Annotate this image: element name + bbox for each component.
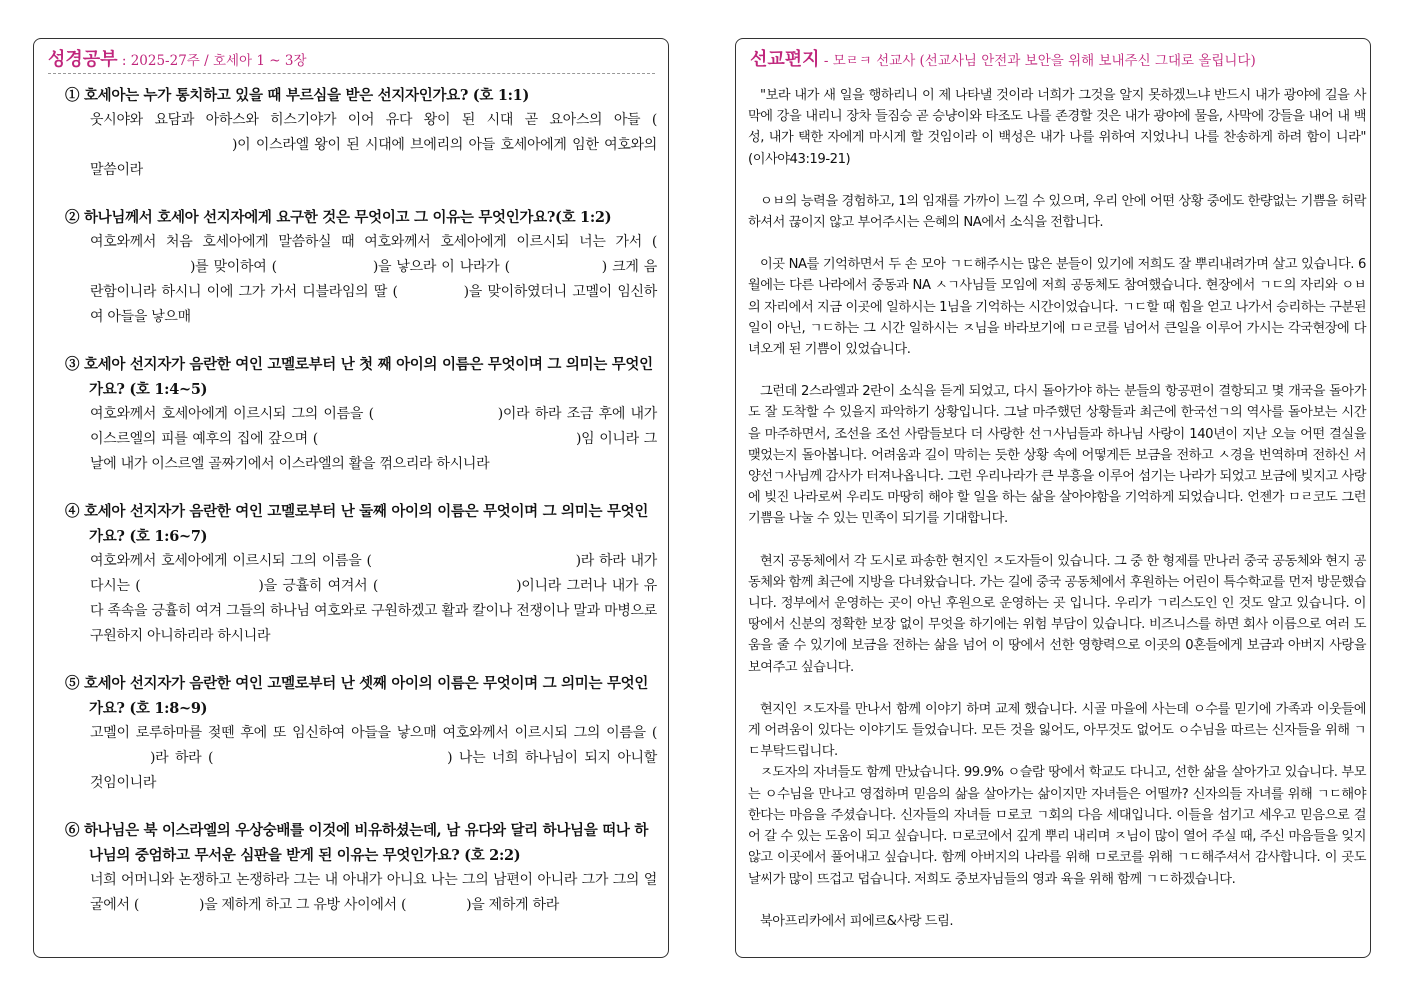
answer-text: 너희 어머니와 논쟁하고 논쟁하라 그는 내 아내가 아니요 나는 그의 남편이 아니라 그가 그의 얼굴에서 ( )을 제하게 하고 그 유방 사이에서 ( )을 제하게 하라: [90, 872, 657, 913]
question-text: ② 하나님께서 호세아 선지자에게 요구한 것은 무엇이고 그 이유는 무엇인가요?(호 1:2): [65, 209, 612, 226]
question-5: [65, 671, 657, 796]
mission-letter-title: 선교편지: [750, 49, 820, 70]
question-text: ⑤ 호세아 선지자가 음란한 여인 고멜로부터 난 셋째 아이의 이름은 무엇이며 그 의미는 무엇인가요? (호 1:8~9): [65, 675, 649, 717]
question-2: [65, 205, 657, 330]
letter-paragraph: "보라 내가 새 일을 행하리니 이 제 나타낼 것이라 너희가 그것을 알지 못하겠느냐 반드시 내가 광야에 길을 사막에 강을 내리니 장차 들짐승 곧 승냥이와 타조도 나를 존경할 것은 내가 광야에 물을, 사막에 강들을 내어 내 백 성, 내가 택한 자에게 마시게 할 것임이라 이 백성은 내가 나를 위하여 지었나니 나를 찬송하게 하려 함이 니라"(이사야43:19-21): [748, 88, 1366, 167]
mission-letter-panel: [735, 38, 1371, 958]
mission-letter-body: [748, 85, 1366, 953]
mission-letter-header: [750, 45, 1356, 73]
letter-paragraph: 현지 공동체에서 각 도시로 파송한 현지인 ㅈ도자들이 있습니다. 그 중 한 형제를 만나러 중국 공동체와 현지 공동체와 함께 최근에 지방을 다녀왔습니다. 가는 길에 중국 공동체에서 후원하는 어린이 특수학교를 먼저 방문했습니다. 정부에서 운영하는 곳이 아닌 후원으로 운영하는 곳 입니다. 우리가 ㄱ리스도인 인 것도 알고 있습니다. 이 땅에서 신분의 정확한 보장 없이 무엇을 하기에는 위험 부담이 있습니다. 비즈니스를 하면 회사 이름으로 여러 도움을 줄 수 있기에 보금을 전하는 삶을 넘어 이 땅에서 선한 영향력으로 이곳의 0혼들에게 보금과 아버지 사랑을 보여주고 싶습니다.: [748, 553, 1366, 675]
letter-paragraph: ㅇㅂ의 능력을 경험하고, 1의 임재를 가까이 느낄 수 있으며, 우리 안에 어떤 상황 중에도 한량없는 기쁨을 허락하셔서 끊이지 않고 부어주시는 은혜의 NA에서 소식을 전합니다.: [748, 193, 1366, 231]
letter-paragraph: 이곳 NA를 기억하면서 두 손 모아 ㄱㄷ해주시는 많은 분들이 있기에 저희도 잘 뿌리내려가며 살고 있습니다. 6월에는 다른 나라에서 중동과 NA ㅅㄱ사님들 모임에 저희 공동체도 참여했습니다. 현장에서 ㄱㄷ의 자리와 ㅇㅂ의 자리에서 지금 이곳에 일하시는 1님을 기억하는 시간이었습니다. ㄱㄷ할 때 힘을 얻고 나가서 승리하는 구분된 일이 아닌, ㄱㄷ하는 그 시간 일하시는 ㅈ님을 바라보기에 ㅁㄹ코를 넘어서 큰일을 이루어 가시는 각국현장에 다녀오게 된 기쁨이 있었습니다.: [748, 257, 1366, 358]
question-list: [65, 83, 657, 940]
mission-letter-subtitle: - 모ㄹㅋ 선교사 (선교사님 안전과 보안을 위해 보내주신 그대로 올립니다): [819, 53, 1256, 69]
bible-study-title: 성경공부: [48, 49, 118, 70]
question-text: ① 호세아는 누가 통치하고 있을 때 부르심을 받은 선지자인가요? (호 1:1): [65, 87, 530, 104]
answer-text: 웃시야와 요담과 아하스와 히스기야가 이어 유다 왕이 된 시대 곧 요아스의 아들 ()이 이스라엘 왕이 된 시대에 브에리의 아들 호세아에게 임한 여호와의 말씀이라: [90, 112, 657, 178]
bible-study-subtitle: : 2025-27주 / 호세아 1 ~ 3장: [117, 53, 307, 69]
question-text: ④ 호세아 선지자가 음란한 여인 고멜로부터 난 둘째 아이의 이름은 무엇이며 그 의미는 무엇인가요? (호 1:6~7): [65, 503, 649, 545]
bible-study-panel: [33, 38, 669, 958]
question-6: [65, 818, 657, 918]
letter-signature: 북아프리카에서 피에르&사랑 드림.: [760, 913, 954, 929]
answer-text: 여호와께서 호세아에게 이르시되 그의 이름을 ( )이라 하라 조금 후에 내가 이스르엘의 피를 예후의 집에 갚으며 ( )임 이니라 그 날에 내가 이스르엘 골짜기에서 이스라엘의 활을 꺾으리라 하시니라: [90, 406, 657, 472]
letter-paragraph: ㅈ도자의 자녀들도 함께 만났습니다. 99.9% ㅇ슬람 땅에서 학교도 다니고, 선한 삶을 살아가고 있습니다. 부모는 ㅇ수님을 만나고 영접하며 믿음의 삶을 살아가는 삶이지만 자녀들은 어떨까? 신자의들 자녀를 위해 ㄱㄷ해야 한다는 마음을 주셨습니다. 신자들의 자녀들 ㅁ로코 ㄱ회의 다음 세대입니다. 이들을 섬기고 세우고 믿음으로 걸어 갈 수 있는 도움이 되고 싶습니다. ㅁ로코에서 깊게 뿌리 내리며 ㅈ님이 많이 열어 주실 때, 주신 마음들을 잊지 않고 이곳에서 풀어내고 싶습니다. 함께 아버지의 나라를 위해 ㅁ로코를 위해 ㄱㄷ해주셔서 감사합니다. 이 곳도 날씨가 많이 뜨겁고 덥습니다. 저희도 중보자님들의 영과 육을 위해 함께 ㄱㄷ하겠습니다.: [748, 765, 1366, 887]
answer-text: 여호와께서 호세아에게 이르시되 그의 이름을 ( )라 하라 내가 다시는 ( )을 긍휼히 여겨서 ( )이니라 그러나 내가 유다 족속을 긍휼히 여겨 그들의 하나님 여호와로 구원하겠고 활과 칼이나 전쟁이나 말과 마병으로 구원하지 아니하리라 하시니라: [90, 553, 658, 644]
question-1: [65, 83, 657, 183]
answer-text: 고멜이 로루하마를 젖뗀 후에 또 임신하여 아들을 낳으매 여호와께서 이르시되 그의 이름을 ()라 하라 ( ) 나는 너희 하나님이 되지 아니할 것임이니라: [90, 725, 658, 791]
question-text: ⑥ 하나님은 북 이스라엘의 우상숭배를 이것에 비유하셨는데, 남 유다와 달리 하나님을 떠나 하나님의 중엄하고 무서운 심판을 받게 된 이유는 무엇인가요? (호 2:2): [65, 822, 649, 864]
question-3: [65, 352, 657, 477]
question-4: [65, 499, 657, 649]
bible-study-header: [48, 45, 655, 74]
letter-paragraph: 그런데 2스라엘과 2란이 소식을 듣게 되었고, 다시 돌아가야 하는 분들의 항공편이 결항되고 몇 개국을 돌아가도 잘 도착할 수 있을지 파악하기 상황입니다. 그날 마주했던 상황들과 최근에 한국선ㄱ의 역사를 돌아보는 시간을 마주하면서, 조선을 조선 사람들보다 더 사랑한 선ㄱ사님들과 하나님 사랑이 140년이 지난 오늘 어떤 결실을 맺었는지 돌아봅니다. 어려움과 길이 막히는 듯한 상황 속에 어떻게든 보금을 전하고 ㅅ경을 번역하며 전하신 서양선ㄱ사님께 감사가 터져나옵니다. 그런 우리나라가 큰 부흥을 이루어 섬기는 나라가 되었고 보금에 빚지고 사랑에 빚진 나라로써 우리도 마땅히 해야 할 일을 하는 삶을 살아야함을 기억하게 되었습니다. 언젠가 ㅁㄹ코도 그런 기쁨을 나눌 수 있는 민족이 되기를 기대합니다.: [748, 384, 1366, 527]
question-text: ③ 호세아 선지자가 음란한 여인 고멜로부터 난 첫 째 아이의 이름은 무엇이며 그 의미는 무엇인가요? (호 1:4~5): [65, 356, 653, 398]
answer-text: 여호와께서 처음 호세아에게 말씀하실 때 여호와께서 호세아에게 이르시되 너는 가서 ()를 맞이하여 ( )을 낳으라 이 나라가 ( ) 크게 음란함이니라 하시니 이에 그가 가서 디블라임의 딸 ( )을 맞이하였더니 고멜이 임신하여 아들을 낳으매: [90, 234, 657, 325]
letter-paragraph: 현지인 ㅈ도자를 만나서 함께 이야기 하며 교제 했습니다. 시골 마을에 사는데 ㅇ수를 믿기에 가족과 이웃들에게 어려움이 있다는 이야기도 들었습니다. 모든 것을 잃어도, 아무것도 없어도 ㅇ수님을 따르는 신자들을 위해 ㄱㄷ부탁드립니다.: [748, 701, 1366, 760]
